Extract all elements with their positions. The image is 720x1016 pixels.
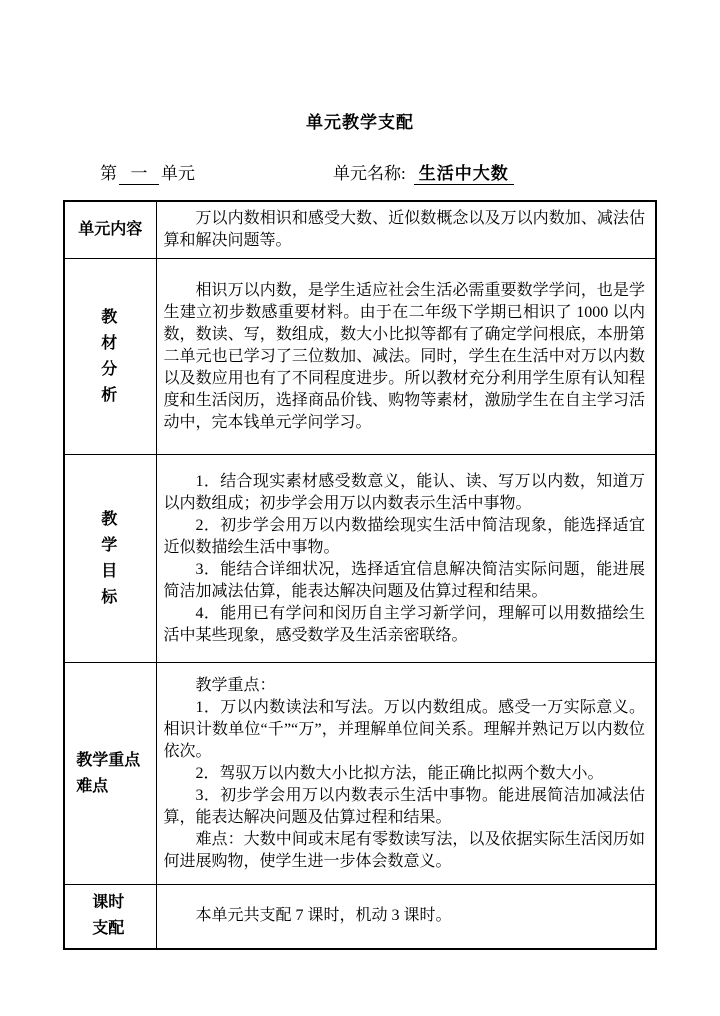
unit-prefix-label: 第 xyxy=(100,164,117,183)
unit-name-value: 生活中大数 xyxy=(414,159,514,185)
table-row-unit-content xyxy=(64,201,656,259)
row-label-text: 课时支配 xyxy=(92,894,125,938)
unit-name-label: 单元名称: xyxy=(333,164,406,183)
row-label-text: 教学重点难点 xyxy=(76,751,141,795)
unit-number-field: 一 xyxy=(119,159,159,185)
paragraph: 教学重点： xyxy=(195,676,276,694)
paragraph: 难点：大数中间或末尾有零数读写法，以及依据实际生活闵历如何进展购物，使学生进一步体会数意义。 xyxy=(163,830,645,870)
unit-suffix-label: 单元 xyxy=(161,164,195,183)
row-content-teaching-goals xyxy=(156,455,656,663)
paragraph: 相识万以内数，是学生适应社会生活必需重要数学学问，也是学生建立初步数感重要材料。由于在二年级下学期已相识了 1000 以内数，数读、写，数组成，数大小比拟等都有了确定学问根底，本册第二单元也已学习了三位数加、减法。同时，学生在生活中对万以内数以及数应用也有了不同程度进步。所以教材充分利用学生原有认知程度和生活闵历，选择商品价钱、购物等素材，激励学生在自主学习活动中，完本钱单元学问学习。 xyxy=(163,281,645,431)
table-row-teaching-goals xyxy=(64,455,656,663)
paragraph: 4．能用已有学问和闵历自主学习新学问，理解可以用数描绘生活中某些现象，感受数学及生活亲密联络。 xyxy=(163,604,645,644)
table-row-key-difficult-points xyxy=(64,663,656,885)
paragraph: 2．驾驭万以内数大小比拟方法，能正确比拟两个数大小。 xyxy=(195,764,604,782)
paragraph: 本单元共支配 7 课时，机动 3 课时。 xyxy=(195,907,452,925)
row-label-text: 教材分析 xyxy=(101,308,118,404)
row-label-lesson-hours xyxy=(64,885,156,949)
paragraph: 3．能结合详细状况，选择适宜信息解决简洁实际问题，能进展简洁加减法估算，能表达解决问题及估算过程和结果。 xyxy=(163,560,645,600)
row-label-key-difficult-points xyxy=(64,663,156,885)
paragraph: 1．结合现实素材感受数意义，能认、读、写万以内数，知道万以内数组成；初步学会用万以内数表示生活中事物。 xyxy=(163,472,645,512)
row-content-lesson-hours xyxy=(156,885,656,949)
row-content-material-analysis xyxy=(156,259,656,455)
document-title: 单元教学支配 xyxy=(306,113,414,132)
unit-number-group xyxy=(100,159,195,185)
row-label-text: 单元内容 xyxy=(78,221,143,238)
row-label-teaching-goals xyxy=(64,455,156,663)
table-row-material-analysis xyxy=(64,259,656,455)
row-content-key-difficult-points xyxy=(156,663,656,885)
paragraph: 1．万以内数读法和写法。万以内数组成。感受一万实际意义。相识计数单位“千”“万”，并理解单位间关系。理解并熟记万以内数位依次。 xyxy=(163,698,645,760)
row-content-unit-content xyxy=(156,201,656,259)
row-label-unit-content xyxy=(64,201,156,259)
row-label-text: 教学目标 xyxy=(101,510,118,606)
paragraph: 3．初步学会用万以内数表示生活中事物。能进展简洁加减法估算，能表达解决问题及估算过程和结果。 xyxy=(163,786,645,826)
paragraph: 2．初步学会用万以内数描绘现实生活中简洁现象，能选择适宜近似数描绘生活中事物。 xyxy=(163,516,645,556)
paragraph: 万以内数相识和感受大数、近似数概念以及万以内数加、减法估算和解决问题等。 xyxy=(163,210,645,249)
teaching-plan-table xyxy=(63,200,657,950)
unit-name-group xyxy=(333,159,514,185)
row-label-material-analysis xyxy=(64,259,156,455)
unit-header-line xyxy=(100,159,720,185)
table-row-lesson-hours xyxy=(64,885,656,949)
